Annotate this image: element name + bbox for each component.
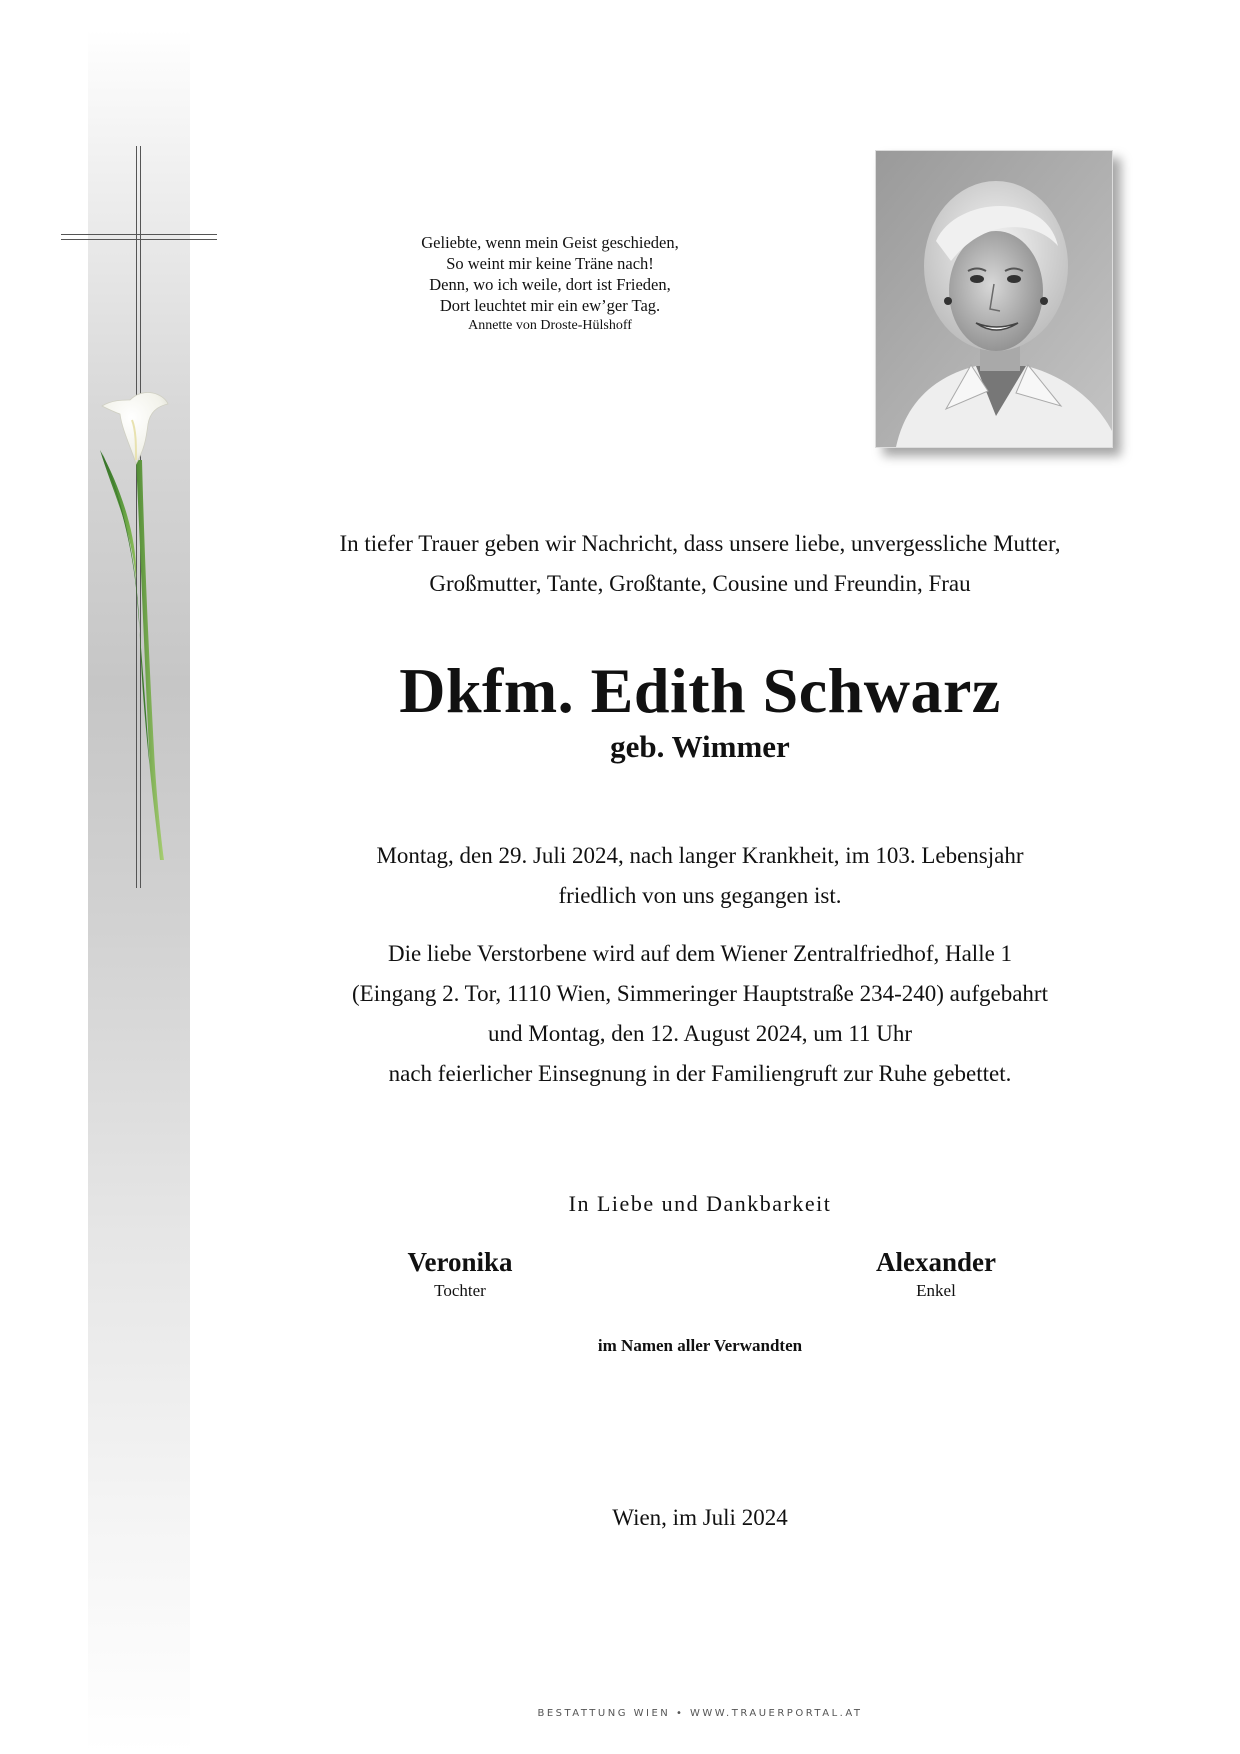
poem-line: So weint mir keine Träne nach! [446,254,654,273]
intro-line: In tiefer Trauer geben wir Nachricht, dass unsere liebe, unvergessliche Mutter, [339,531,1061,556]
calla-lily-icon [92,390,192,870]
funeral-line: nach feierlicher Einsegnung in der Familiengruft zur Ruhe gebettet. [388,1061,1012,1086]
poem-line: Denn, wo ich weile, dort ist Frieden, [429,275,671,294]
place-date: Wien, im Juli 2024 [612,1505,788,1530]
mourner-relation: Enkel [916,1281,956,1300]
mourner-name: Veronika [407,1247,513,1277]
cross-icon-horizontal [61,234,217,240]
funeral-line: Die liebe Verstorbene wird auf dem Wiener Zentralfriedhof, Halle 1 [387,941,1013,966]
passing-notice [200,836,1200,916]
intro-line: Großmutter, Tante, Großtante, Cousine und Freundin, Frau [429,571,971,596]
passing-line: friedlich von uns gegangen ist. [558,883,842,908]
poem-line: Geliebte, wenn mein Geist geschieden, [421,233,679,252]
relatives-note: im Namen aller Verwandten [597,1336,803,1355]
mourner-relation: Tochter [434,1281,486,1300]
closing-phrase: In Liebe und Dankbarkeit [568,1191,832,1216]
portrait-photo [875,150,1113,448]
poem-line: Dort leuchtet mir ein ew’ger Tag. [439,296,661,315]
mourner-name: Alexander [876,1247,996,1277]
mourner-veronika [310,1245,610,1303]
passing-line: Montag, den 29. Juli 2024, nach langer Krankheit, im 103. Lebensjahr [376,843,1024,868]
memorial-poem [360,232,740,336]
mourner-alexander [786,1245,1086,1303]
funeral-line: und Montag, den 12. August 2024, um 11 Uhr [488,1021,912,1046]
birth-name: geb. Wimmer [610,729,790,764]
deceased-name: Dkfm. Edith Schwarz [399,655,1001,726]
funeral-line: (Eingang 2. Tor, 1110 Wien, Simmeringer Hauptstraße 234-240) aufgebahrt [352,981,1048,1006]
poem-author: Annette von Droste-Hülshoff [468,318,632,333]
funeral-details [200,934,1200,1094]
footer-credit: BESTATTUNG WIEN • WWW.TRAUERPORTAL.AT [537,1708,863,1719]
announcement-intro [200,524,1200,604]
